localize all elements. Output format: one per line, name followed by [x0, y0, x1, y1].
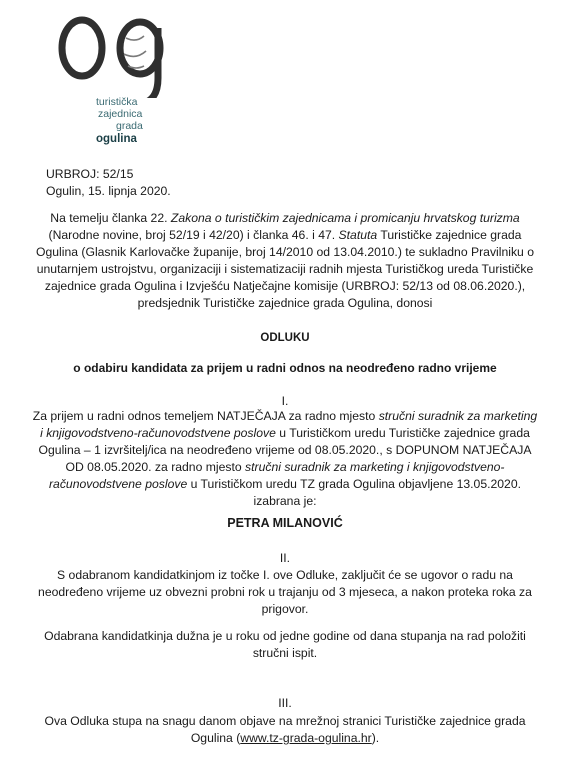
- intro-paragraph: [30, 210, 540, 312]
- intro-text-1: Na temelju članka 22.: [50, 211, 171, 225]
- logo-line-1: turistička: [96, 96, 138, 108]
- section-1-text-b: u Turističkom uredu Turističke zajednice grada Ogulina – 1 izvršitelj/ica na neodređeno vrijeme od 08.05.2020., s DOPUNOM NATJEČAJA OD 08.05.2020. za radno mjesto: [38, 426, 532, 474]
- section-1-text-c: u Turističkom uredu TZ grada Ogulina objavljene 13.05.2020. izabrana je:: [187, 477, 521, 508]
- section-3-text-a: Ova Odluka stupa na snagu danom objave na mrežnoj stranici Turističke zajednice grada Ogulina (: [44, 714, 526, 745]
- section-2-number: II.: [279, 551, 291, 565]
- document-meta: [46, 166, 171, 200]
- intro-law-title: Zakona o turističkim zajednicama i promicanju hrvatskog turizma: [170, 211, 520, 225]
- section-1-text-a: Za prijem u radni odnos temeljem NATJEČAJA za radno mjesto: [32, 409, 379, 423]
- date-place: Ogulin, 15. lipnja 2020.: [46, 184, 171, 198]
- intro-text-2: (Narodne novine, broj 52/19 i 42/20) i članka 46. i 47.: [48, 228, 339, 242]
- section-2-paragraph-2: Odabrana kandidatkinja dužna je u roku od jedne godine od dana stupanja na rad položiti stručni ispit.: [44, 629, 526, 660]
- section-1-paragraph: [30, 408, 540, 510]
- og-logo-mark-icon: [40, 8, 180, 98]
- section-1-position-2: stručni suradnik za marketing i knjigovodstveno-računovodstvene poslove: [49, 460, 505, 491]
- section-3-text-b: ).: [371, 731, 380, 745]
- selected-candidate-name: PETRA MILANOVIĆ: [227, 516, 343, 530]
- logo-line-2: zajednica: [98, 108, 143, 120]
- organization-logo: [40, 8, 180, 158]
- intro-statute: Statuta: [338, 228, 378, 242]
- urbroj: URBROJ: 52/15: [46, 167, 134, 181]
- intro-text-3: Turističke zajednice grada Ogulina (Glasnik Karlovačke županije, broj 14/2010 od 13.04.2010.) te sukladno Pravilniku o unutarnjem ustrojstvu, organizaciji i sistematizaciji radnih mjesta Turističkog ureda Turističke zajednice grada Ogulina i Izvješću Natječajne komisije (URBROJ: 52/13 od 08.06.2020.), predsjednik Turističke zajednice grada Ogulina, donosi: [36, 228, 534, 310]
- logo-wordmark: [96, 96, 143, 145]
- website-link[interactable]: www.tz-grada-ogulina.hr: [240, 731, 372, 745]
- section-2-paragraph-1: S odabranom kandidatkinjom iz točke I. ove Odluke, zaključit će se ugovor o radu na neodređeno vrijeme uz obvezni probni rok u trajanju od 3 mjeseca, a nakon proteka roka za prigovor.: [38, 568, 532, 616]
- logo-line-3: grada: [116, 120, 143, 132]
- logo-line-4: ogulina: [96, 133, 137, 145]
- document-subtitle: o odabiru kandidata za prijem u radni odnos na neodređeno radno vrijeme: [73, 361, 497, 375]
- section-3-number: III.: [278, 696, 292, 710]
- section-1-number: I.: [281, 394, 289, 408]
- section-3-paragraph: [30, 713, 540, 747]
- section-1-position-1: stručni suradnik za marketing i knjigovodstveno-računovodstvene poslove: [40, 409, 538, 440]
- document-title: ODLUKU: [260, 332, 310, 344]
